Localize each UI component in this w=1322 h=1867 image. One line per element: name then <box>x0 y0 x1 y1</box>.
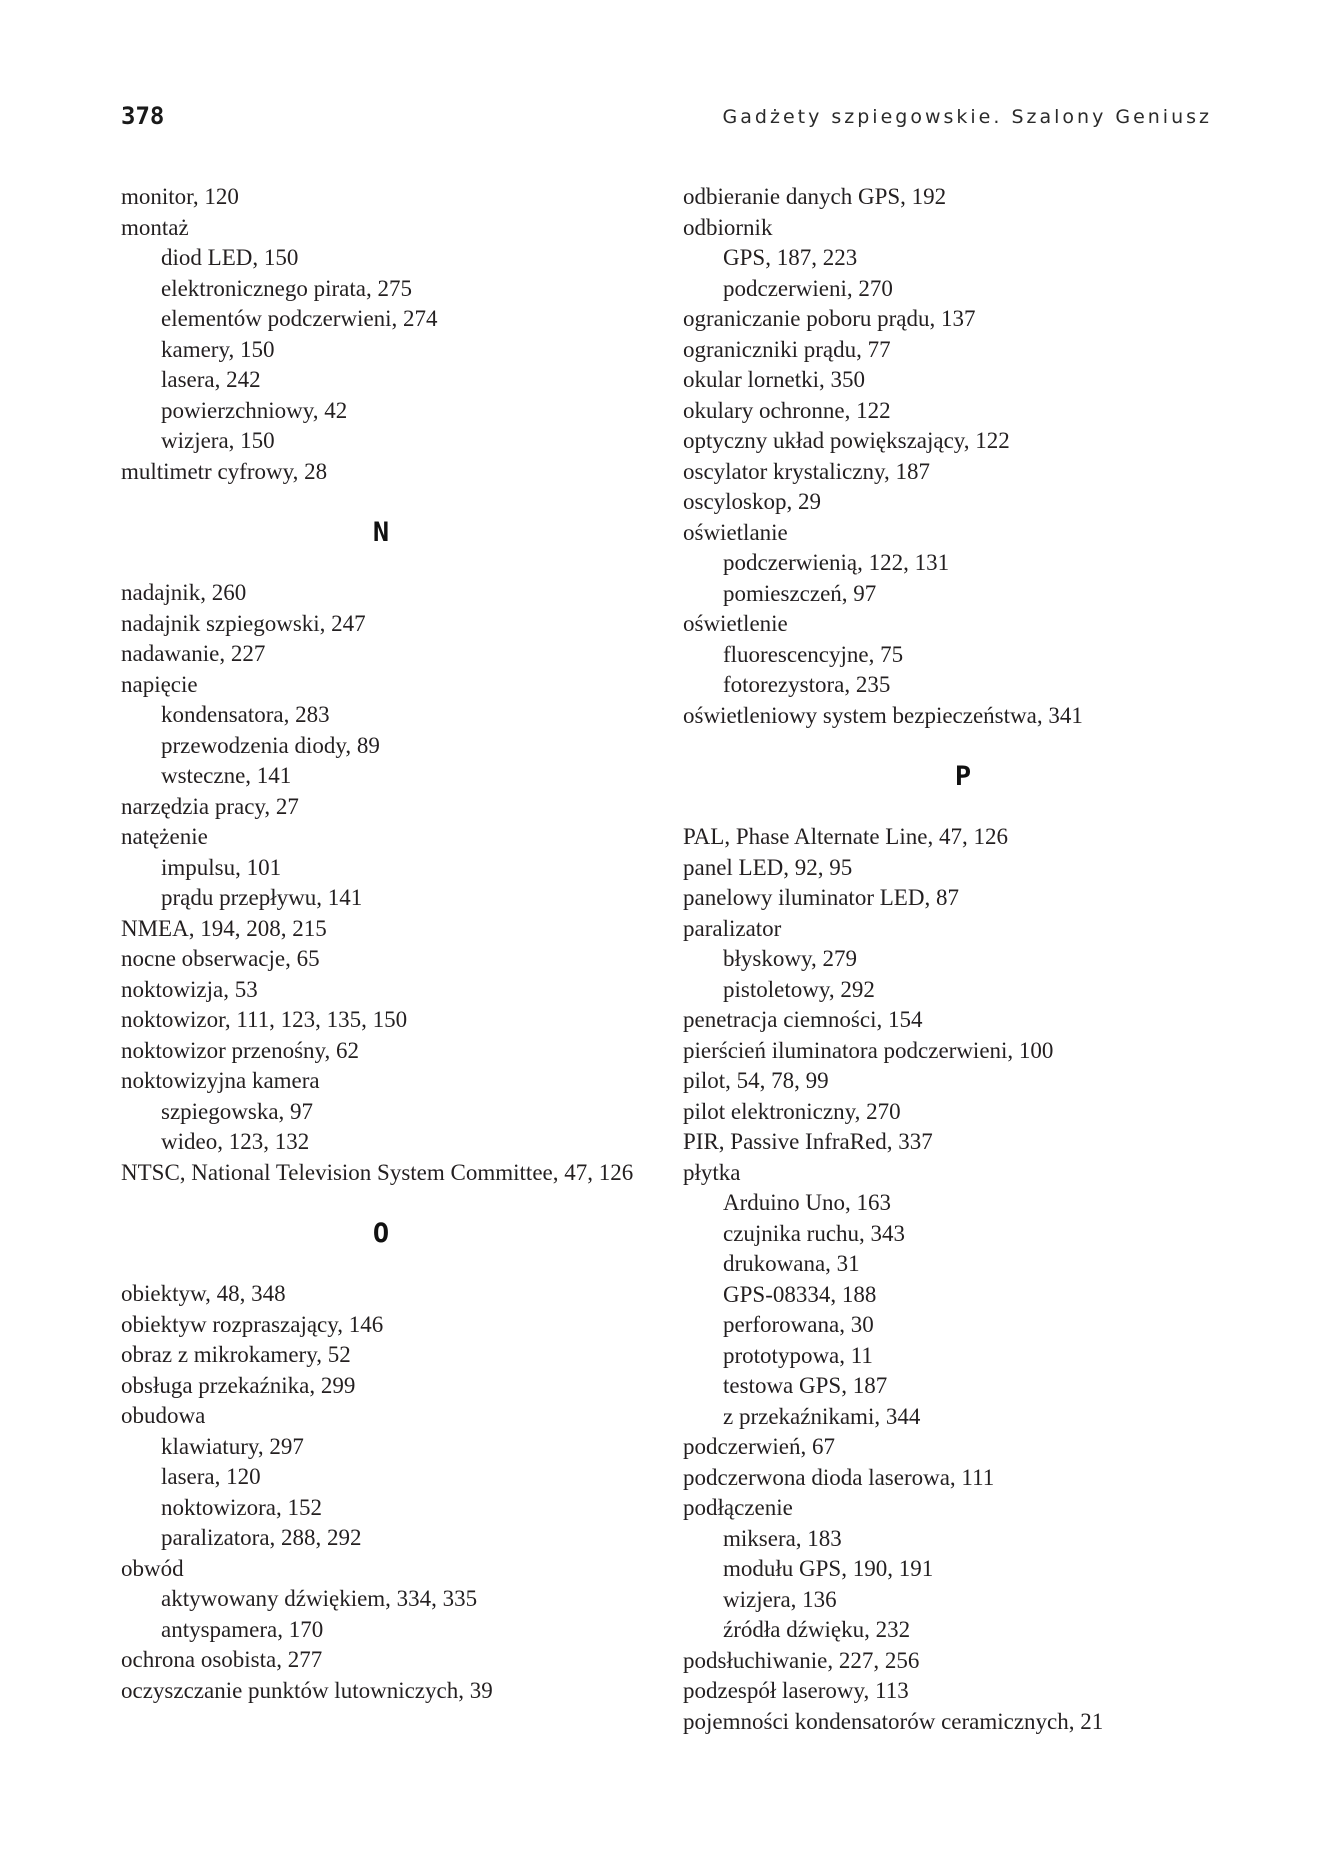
index-subentry: wsteczne, 141 <box>161 763 292 788</box>
index-entry: płytka <box>683 1159 741 1185</box>
index-subentry: aktywowany dźwiękiem, 334, 335 <box>161 1586 478 1611</box>
index-entry: PAL, Phase Alternate Line, 47, 126 <box>683 824 1008 849</box>
index-subentry: z przekaźnikami, 344 <box>723 1403 921 1429</box>
index-entry: noktowizor przenośny, 62 <box>121 1037 360 1063</box>
index-subentry: prądu przepływu, 141 <box>161 885 363 910</box>
index-entry: noktowizja, 53 <box>121 976 258 1002</box>
section-letter-o: O <box>372 1218 390 1249</box>
index-entry: pilot elektroniczny, 270 <box>683 1098 901 1124</box>
index-subentry: wideo, 123, 132 <box>161 1129 310 1154</box>
section-letter-n: N <box>372 517 390 548</box>
index-column-left <box>121 182 641 1706</box>
index-subentry: GPS, 187, 223 <box>723 245 858 270</box>
index-entry: podczerwień, 67 <box>683 1434 835 1459</box>
index-subentry: fluorescencyjne, 75 <box>723 641 904 667</box>
index-subentry: pomieszczeń, 97 <box>723 580 877 606</box>
index-subentry: perforowana, 30 <box>723 1312 874 1337</box>
index-entry: podłączenie <box>683 1495 793 1520</box>
index-subentry: GPS-08334, 188 <box>723 1281 877 1307</box>
index-entry: oświetlanie <box>683 519 788 545</box>
index-entry: ograniczniki prądu, 77 <box>683 336 891 362</box>
index-entry: PIR, Passive InfraRed, 337 <box>683 1129 933 1154</box>
index-subentry: podczerwienią, 122, 131 <box>723 550 950 575</box>
index-entry: natężenie <box>121 824 208 849</box>
index-subentry: paralizatora, 288, 292 <box>161 1525 362 1550</box>
running-title: Gadżety szpiegowskie. Szalony Geniusz <box>722 106 1212 128</box>
index-entry: napięcie <box>121 671 198 697</box>
index-entry: podsłuchiwanie, 227, 256 <box>683 1647 920 1673</box>
index-subentry: kondensatora, 283 <box>161 702 330 727</box>
index-entry: obraz z mikrokamery, 52 <box>121 1342 351 1367</box>
index-subentry: źródła dźwięku, 232 <box>723 1617 911 1642</box>
index-subentry: podczerwieni, 270 <box>723 275 893 301</box>
index-subentry: szpiegowska, 97 <box>161 1098 314 1124</box>
index-entry: NTSC, National Television System Committee, 47, 126 <box>121 1159 634 1185</box>
index-subentry: elektronicznego pirata, 275 <box>161 275 412 301</box>
index-entry: ograniczanie poboru prądu, 137 <box>683 306 976 331</box>
index-entry: panelowy iluminator LED, 87 <box>683 885 959 910</box>
index-entry: pilot, 54, 78, 99 <box>683 1068 829 1093</box>
index-entry: obsługa przekaźnika, 299 <box>121 1372 356 1398</box>
index-subentry: błyskowy, 279 <box>723 946 857 971</box>
index-entry: obiektyw rozpraszający, 146 <box>121 1311 384 1337</box>
index-entry: podczerwona dioda laserowa, 111 <box>683 1464 995 1490</box>
index-entry: pojemności kondensatorów ceramicznych, 21 <box>683 1708 1104 1734</box>
index-column-right <box>683 182 1243 1737</box>
index-entry: obwód <box>121 1555 184 1581</box>
index-subentry: modułu GPS, 190, 191 <box>723 1556 934 1581</box>
index-entry: oscylator krystaliczny, 187 <box>683 458 930 484</box>
index-subentry: powierzchniowy, 42 <box>161 397 348 423</box>
index-subentry: czujnika ruchu, 343 <box>723 1220 906 1246</box>
index-entry: odbieranie danych GPS, 192 <box>683 184 947 209</box>
index-entry: ochrona osobista, 277 <box>121 1647 323 1672</box>
index-entry: podzespół laserowy, 113 <box>683 1678 909 1703</box>
index-subentry: wizjera, 150 <box>161 428 275 453</box>
index-entry: okulary ochronne, 122 <box>683 397 891 423</box>
index-entry: multimetr cyfrowy, 28 <box>121 458 328 484</box>
index-entry: paralizator <box>683 915 782 941</box>
index-entry: panel LED, 92, 95 <box>683 854 853 880</box>
index-subentry: kamery, 150 <box>161 336 275 362</box>
index-subentry: przewodzenia diody, 89 <box>161 732 380 758</box>
index-entry: oscyloskop, 29 <box>683 489 821 514</box>
index-entry: noktowizor, 111, 123, 135, 150 <box>121 1007 408 1032</box>
index-subentry: lasera, 120 <box>161 1464 261 1489</box>
index-subentry: miksera, 183 <box>723 1525 842 1551</box>
index-entry: obudowa <box>121 1403 206 1428</box>
index-entry: obiektyw, 48, 348 <box>121 1281 286 1306</box>
index-subentry: pistoletowy, 292 <box>723 976 875 1002</box>
index-entry: oświetlenie <box>683 611 788 636</box>
index-subentry: antyspamera, 170 <box>161 1616 324 1642</box>
index-subentry: lasera, 242 <box>161 367 261 392</box>
index-entry: pierścień iluminatora podczerwieni, 100 <box>683 1037 1054 1063</box>
index-entry: montaż <box>121 214 189 240</box>
index-entry: nadajnik, 260 <box>121 580 247 605</box>
index-subentry: diod LED, 150 <box>161 245 299 270</box>
index-subentry: Arduino Uno, 163 <box>723 1190 892 1215</box>
index-subentry: testowa GPS, 187 <box>723 1373 888 1398</box>
index-entry: NMEA, 194, 208, 215 <box>121 915 327 941</box>
index-subentry: prototypowa, 11 <box>723 1342 873 1368</box>
index-subentry: fotorezystora, 235 <box>723 672 891 697</box>
index-entry: noktowizyjna kamera <box>121 1068 320 1093</box>
index-entry: nadajnik szpiegowski, 247 <box>121 610 366 636</box>
index-subentry: wizjera, 136 <box>723 1586 837 1612</box>
index-entry: oczyszczanie punktów lutowniczych, 39 <box>121 1677 493 1703</box>
index-entry: nadawanie, 227 <box>121 641 266 666</box>
section-letter-p: P <box>954 761 972 792</box>
page-number: 378 <box>121 102 165 130</box>
index-subentry: impulsu, 101 <box>161 854 282 880</box>
index-entry: odbiornik <box>683 214 773 240</box>
index-entry: optyczny układ powiększający, 122 <box>683 428 1010 453</box>
index-entry: penetracja ciemności, 154 <box>683 1007 923 1032</box>
index-subentry: klawiatury, 297 <box>161 1433 304 1459</box>
index-subentry: elementów podczerwieni, 274 <box>161 306 438 331</box>
index-entry: nocne obserwacje, 65 <box>121 946 320 971</box>
index-entry: monitor, 120 <box>121 184 239 209</box>
index-subentry: noktowizora, 152 <box>161 1494 322 1520</box>
index-entry: oświetleniowy system bezpieczeństwa, 341 <box>683 702 1083 728</box>
index-subentry: drukowana, 31 <box>723 1251 860 1276</box>
index-entry: narzędzia pracy, 27 <box>121 793 299 819</box>
index-entry: okular lornetki, 350 <box>683 367 866 392</box>
